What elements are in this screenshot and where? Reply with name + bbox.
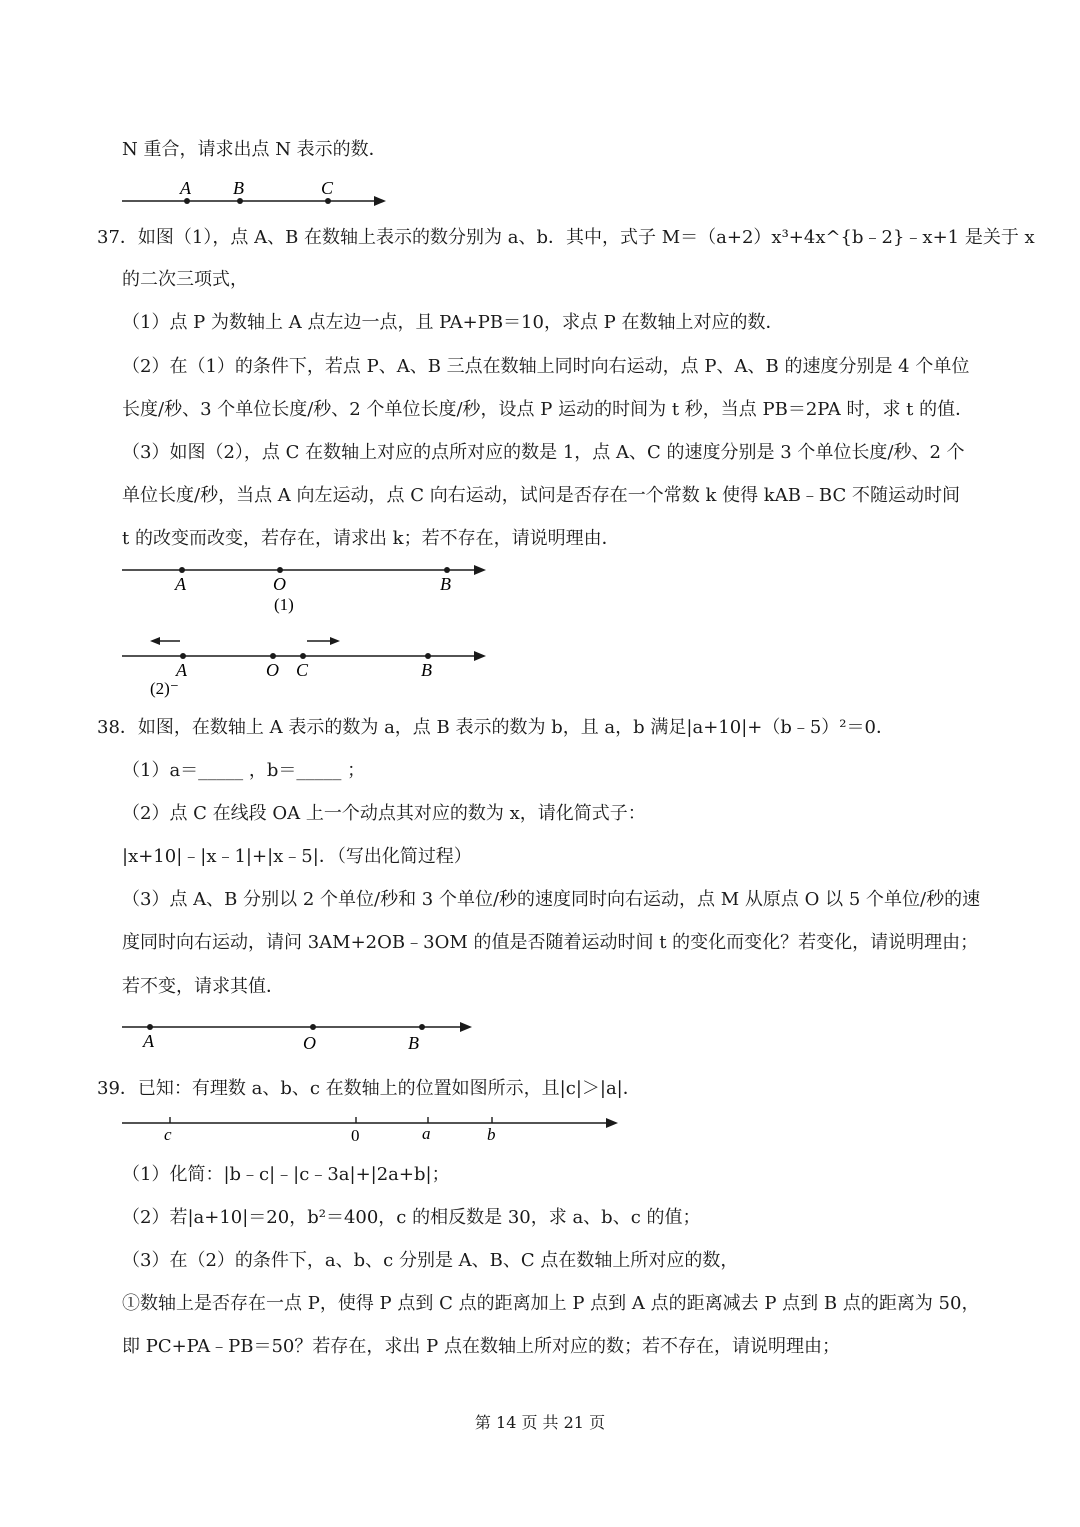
q39-line: （3）在（2）的条件下，a、b、c 分别是 A、B、C 点在数轴上所对应的数， <box>122 1250 739 1271</box>
q37-line: 的二次三项式， <box>122 269 248 290</box>
number-line-fig1 <box>110 555 510 615</box>
q38-line: 38．如图，在数轴上 A 表示的数为 a，点 B 表示的数为 b，且 a，b 满足|a+10|+（b﹣5）²＝0． <box>97 717 894 738</box>
q38-line: 若不变，请求其值． <box>122 976 284 997</box>
q38-line: |x+10|﹣|x﹣1|+|x﹣5|．（写出化简过程） <box>122 846 472 867</box>
number-line-abc <box>110 175 400 215</box>
point-label: B <box>440 574 451 594</box>
tick-label: a <box>422 1124 431 1143</box>
q37-line: 单位长度/秒，当点 A 向左运动，点 C 向右运动，试问是否存在一个常数 k 使得 kAB﹣BC 不随运动时间 <box>122 485 960 506</box>
q38-line: 度同时向右运动，请问 3AM+2OB﹣3OM 的值是否随着运动时间 t 的变化而变化？若变化，请说明理由； <box>122 932 979 953</box>
q37-line: （1）点 P 为数轴上 A 点左边一点，且 PA+PB＝10，求点 P 在数轴上对应的数． <box>122 312 784 333</box>
point-label: C <box>296 660 309 680</box>
q37-line: t 的改变而改变，若存在，请求出 k；若不存在，请说明理由． <box>122 528 620 549</box>
q38-line: （1）a＝_____ ，b＝_____ ； <box>122 760 366 781</box>
page-footer: 第 14 页 共 21 页 <box>474 1413 606 1432</box>
q37-line: 37．如图（1），点 A、B 在数轴上表示的数分别为 a、b．其中，式子 M＝（a+2）x³+4x^{b﹣2}﹣x+1 是关于 x <box>97 227 1035 248</box>
text-line: N 重合，请求出点 N 表示的数． <box>122 139 387 160</box>
point-label: B <box>421 660 432 680</box>
point-label: A <box>175 574 186 594</box>
point-label: O <box>266 660 279 680</box>
point-label: A <box>180 178 191 198</box>
q39-line: 39．已知：有理数 a、b、c 在数轴上的位置如图所示，且|c|＞|a|． <box>97 1078 641 1099</box>
q39-line: 即 PC+PA﹣PB＝50？若存在，求出 P 点在数轴上所对应的数；若不存在，请说明理由； <box>122 1336 840 1357</box>
tick-label: c <box>164 1125 172 1144</box>
number-line-q39 <box>110 1110 630 1146</box>
q37-line: （2）在（1）的条件下，若点 P、A、B 三点在数轴上同时向右运动，点 P、A、B 的速度分别是 4 个单位 <box>122 356 970 377</box>
q38-line: （3）点 A、B 分别以 2 个单位/秒和 3 个单位/秒的速度同时向右运动，点 M 从原点 O 以 5 个单位/秒的速 <box>122 889 981 910</box>
point-label: B <box>408 1033 419 1053</box>
q39-line: （2）若|a+10|＝20，b²＝400，c 的相反数是 30，求 a、b、c 的值； <box>122 1207 701 1228</box>
figure-caption: (1) <box>274 595 294 614</box>
number-line-fig2 <box>110 628 510 698</box>
q39-line: ①数轴上是否存在一点 P，使得 P 点到 C 点的距离加上 P 点到 A 点的距离减去 P 点到 B 点的距离为 50， <box>122 1293 980 1314</box>
tick-label: b <box>487 1125 496 1144</box>
point-label: B <box>233 178 244 198</box>
point-label: O <box>273 574 286 594</box>
figure-caption: (2)⁻ <box>150 679 179 698</box>
tick-label: 0 <box>351 1126 360 1145</box>
q38-line: （2）点 C 在线段 OA 上一个动点其对应的数为 x，请化简式子： <box>122 803 646 824</box>
point-label: A <box>176 660 187 680</box>
point-label: C <box>321 178 334 198</box>
point-label: O <box>303 1033 316 1053</box>
q37-line: 长度/秒、3 个单位长度/秒、2 个单位长度/秒，设点 P 运动的时间为 t 秒，当点 PB＝2PA 时，求 t 的值． <box>122 399 974 420</box>
q37-line: （3）如图（2），点 C 在数轴上对应的点所对应的数是 1，点 A、C 的速度分别是 3 个单位长度/秒、2 个 <box>122 442 965 463</box>
q39-line: （1）化简：|b﹣c|﹣|c﹣3a|+|2a+b|； <box>122 1164 450 1185</box>
point-label: A <box>143 1031 154 1051</box>
number-line-q38 <box>110 1015 490 1055</box>
